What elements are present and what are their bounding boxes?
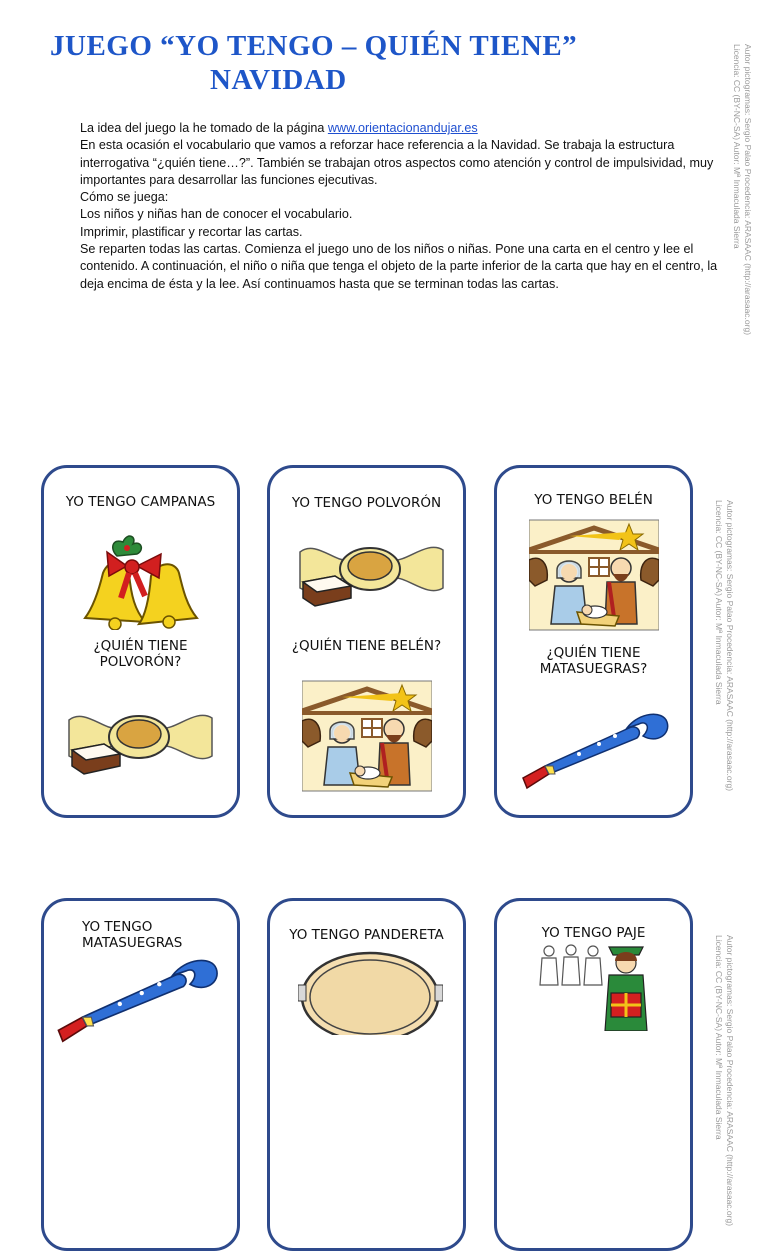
card-belen[interactable]: [494, 465, 693, 818]
credit-line-1: Autor pictogramas: Sergio Palao Procedencia: ARASAAC (http://arasaac.org): [743, 44, 753, 336]
card-pandereta[interactable]: [267, 898, 466, 1251]
credit-bottom: [713, 935, 735, 1227]
credit-middle: [713, 500, 735, 820]
credit-line-2: Licencia: CC (BY-NC-SA) Autor: Mª Inmaculada Sierra: [714, 935, 724, 1140]
card-top-text: YO TENGO BELÉN: [534, 492, 653, 508]
how-to-play-title: Cómo se juega:: [80, 190, 169, 205]
page-subtitle: NAVIDAD: [210, 64, 347, 96]
intro-line1: La idea del juego la he tomado de la página: [80, 121, 328, 135]
card-polvoron[interactable]: [267, 465, 466, 818]
nativity-icon: [302, 668, 432, 804]
step-3: Se reparten todas las cartas. Comienza el juego uno de los niños o niñas. Pone una carta en el centro y lee el contenido. A continuación, el niño o niña que tenga el objeto de la parte inferior de la carta que hay en el centro, la deja encima de ésta y la lee. Así continuamos hasta que se terminan todas las cartas.: [80, 242, 718, 291]
credit-top: [731, 44, 753, 364]
card-top-text: YO TENGO CAMPANAS: [65, 494, 216, 510]
card-top-text: YO TENGO PAJE: [541, 925, 646, 941]
credit-line-2: Licencia: CC (BY-NC-SA) Autor: Mª Inmaculada Sierra: [732, 44, 742, 249]
party-horn-icon: [54, 951, 224, 1046]
tambourine-icon: [298, 945, 443, 1035]
intro-paragraph: En esta ocasión el vocabulario que vamos a reforzar hace referencia a la Navidad. Se trabaja la estructura interrogativa “¿quién tiene…?”. También se trabajan otros aspectos como atención y control de impulsividad, muy importantes para desarrollar las funciones ejecutivas.: [80, 138, 714, 187]
credit-line-1: Autor pictogramas: Sergio Palao Procedencia: ARASAAC (http://arasaac.org): [725, 500, 735, 792]
step-1: Los niños y niñas han de conocer el vocabulario.: [80, 207, 353, 222]
card-question-text: ¿QUIÉN TIENE MATASUEGRAS?: [539, 645, 648, 677]
page-title: JUEGO “YO TENGO – QUIÉN TIENE”: [50, 30, 578, 62]
card-question-text: ¿QUIÉN TIENE BELÉN?: [291, 638, 442, 654]
credit-line-2: Licencia: CC (BY-NC-SA) Autor: Mª Inmaculada Sierra: [714, 500, 724, 705]
party-horn-icon: [519, 706, 674, 792]
kings-icon: [537, 943, 607, 988]
card-paje[interactable]: [494, 898, 693, 1251]
source-link[interactable]: www.orientacionandujar.es: [327, 121, 478, 135]
card-campanas[interactable]: [41, 465, 240, 818]
card-question-text: ¿QUIÉN TIENE POLVORÓN?: [93, 638, 188, 670]
credit-line-1: Autor pictogramas: Sergio Palao Procedencia: ARASAAC (http://arasaac.org): [725, 935, 735, 1227]
card-top-text: YO TENGO PANDERETA: [289, 927, 444, 943]
polvoron-icon: [295, 540, 450, 615]
card-top-text: YO TENGO POLVORÓN: [291, 495, 442, 511]
step-2: Imprimir, plastificar y recortar las cartas.: [80, 224, 303, 239]
intro-text: [80, 120, 720, 293]
nativity-icon: [529, 514, 659, 636]
bells-icon: [79, 518, 204, 630]
page-boy-icon: [601, 941, 651, 1031]
card-matasuegras[interactable]: [41, 898, 240, 1251]
polvoron-icon: [64, 708, 219, 783]
card-top-text: YO TENGO MATASUEGRAS: [82, 919, 183, 951]
